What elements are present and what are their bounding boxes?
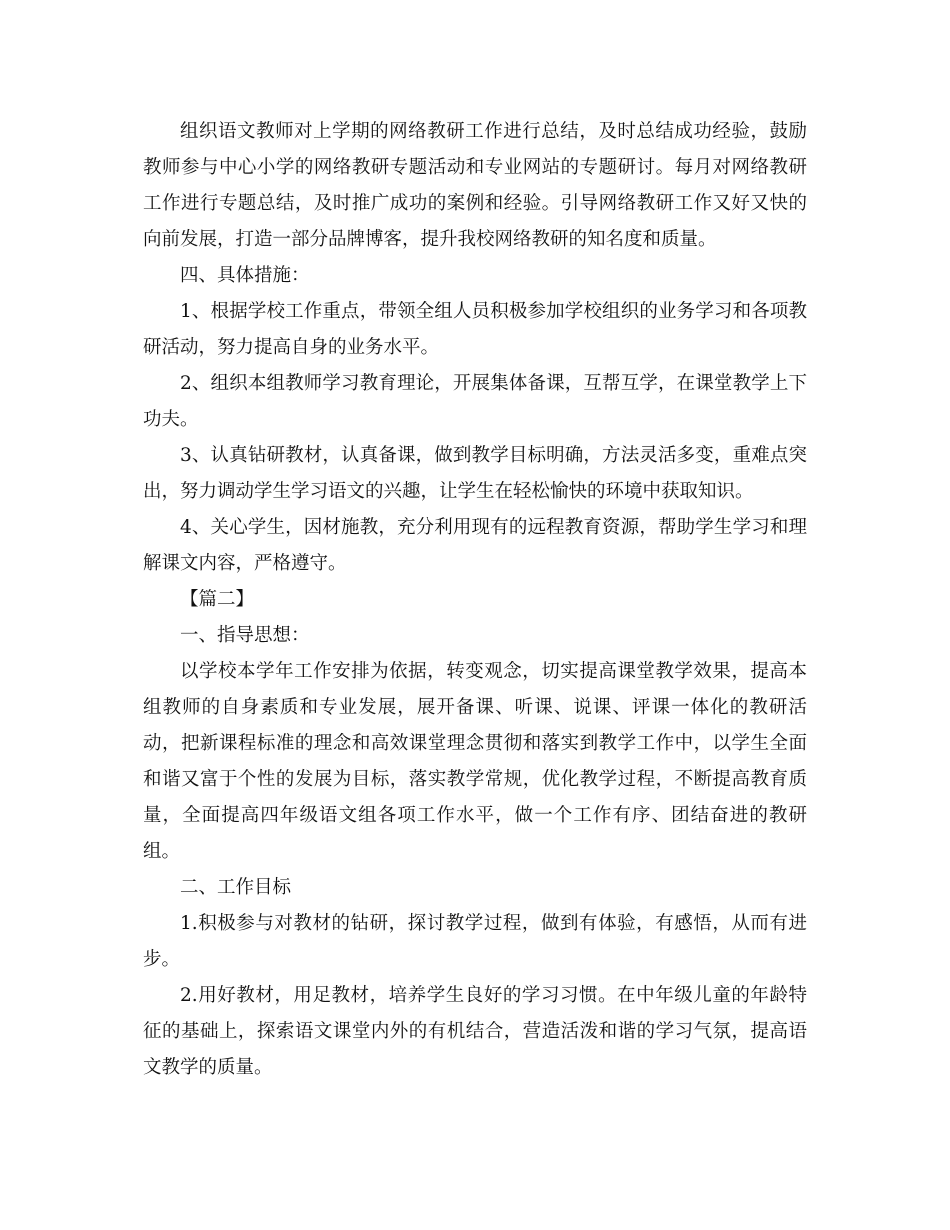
measure-item-2: 2、组织本组教师学习教育理论，开展集体备课，互帮互学，在课堂教学上下功夫。 xyxy=(143,373,807,430)
measure-item-1: 1、根据学校工作重点，带领全组人员积极参加学校组织的业务学习和各项教研活动，努力提高自身的业务水平。 xyxy=(143,301,807,358)
section-title-part-two: 【篇二】 xyxy=(180,589,255,610)
measure-item-4: 4、关心学生，因材施教，充分利用现有的远程教育资源，帮助学生学习和理解课文内容，严格遵守。 xyxy=(143,517,807,574)
goal-item-2: 2.用好教材，用足教材，培养学生良好的学习习惯。在中年级儿童的年龄特征的基础上，探索语文课堂内外的有机结合，营造活泼和谐的学习气氛，提高语文教学的质量。 xyxy=(143,985,807,1078)
heading-work-goals: 二、工作目标 xyxy=(180,877,292,898)
goal-item-1: 1.积极参与对教材的钻研，探讨教学过程，做到有体验，有感悟，从而有进步。 xyxy=(143,913,807,970)
heading-guiding-ideology: 一、指导思想： xyxy=(180,625,310,646)
measure-item-3: 3、认真钻研教材，认真备课，做到教学目标明确，方法灵活多变，重难点突出，努力调动学生学习语文的兴趣，让学生在轻松愉快的环境中获取知识。 xyxy=(143,445,807,502)
heading-specific-measures: 四、具体措施： xyxy=(180,265,310,286)
document-body xyxy=(143,114,807,1086)
paragraph-summary: 组织语文教师对上学期的网络教研工作进行总结，及时总结成功经验，鼓励教师参与中心小学的网络教研专题活动和专业网站的专题研讨。每月对网络教研工作进行专题总结，及时推广成功的案例和经验。引导网络教研工作又好又快的向前发展，打造一部分品牌博客，提升我校网络教研的知名度和质量。 xyxy=(143,121,807,250)
paragraph-guiding-ideology: 以学校本学年工作安排为依据，转变观念，切实提高课堂教学效果，提高本组教师的自身素质和专业发展，展开备课、听课、说课、评课一体化的教研活动，把新课程标准的理念和高效课堂理念贯彻和落实到教学工作中，以学生全面和谐又富于个性的发展为目标，落实教学常规，优化教学过程，不断提高教育质量，全面提高四年级语文组各项工作水平，做一个工作有序、团结奋进的教研组。 xyxy=(143,661,807,862)
